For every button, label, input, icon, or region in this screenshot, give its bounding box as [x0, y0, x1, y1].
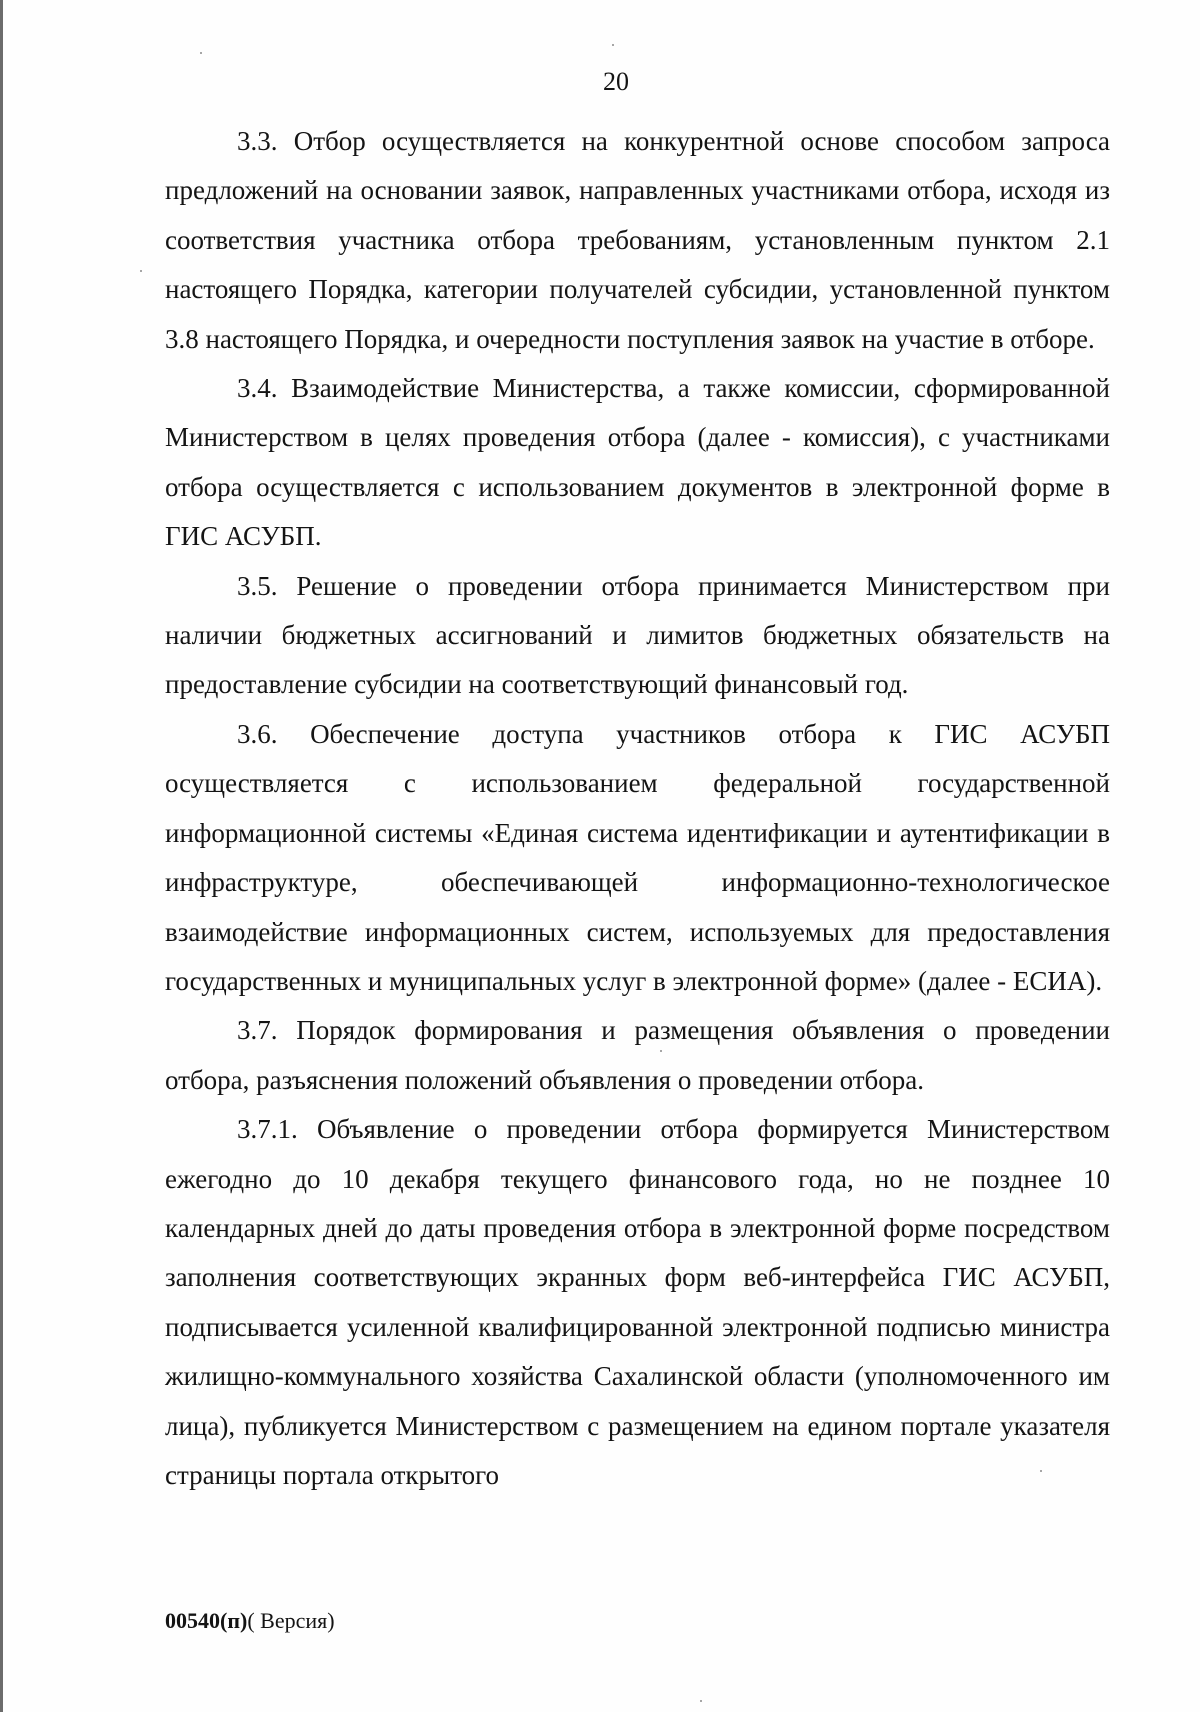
- scan-speck: [1040, 1470, 1042, 1472]
- scan-speck: [700, 1700, 702, 1702]
- paragraph-3-6: 3.6. Обеспечение доступа участников отбора к ГИС АСУБП осуществляется с использованием федеральной государственной информационной системы «Единая система идентификации и аутентификации в инфраструктуре, обеспечивающей информационно-технологическое взаимодействие информационных систем, используемых для предоставления государственных и муниципальных услуг в электронной форме» (далее - ЕСИА).: [165, 718, 1110, 996]
- paragraph-3-5: 3.5. Решение о проведении отбора принимается Министерством при наличии бюджетных ассигнований и лимитов бюджетных обязательств на предоставление субсидии на соответствующий финансовый год.: [165, 570, 1110, 700]
- document-body: [165, 117, 1110, 1500]
- page-number: 20: [603, 67, 629, 96]
- scan-speck: [660, 1050, 662, 1052]
- paragraph-3-7-1: 3.7.1. Объявление о проведении отбора формируется Министерством ежегодно до 10 декабря текущего финансового года, но не позднее 10 календарных дней до даты проведения отбора в электронной форме посредством заполнения соответствующих экранных форм веб-интерфейса ГИС АСУБП, подписывается усиленной квалифицированной электронной подписью министра жилищно-коммунального хозяйства Сахалинской области (уполномоченного им лица), публикуется Министерством с размещением на едином портале указателя страницы портала открытого: [165, 1114, 1110, 1490]
- scan-speck: [200, 52, 202, 54]
- paragraph-3-4: 3.4. Взаимодействие Министерства, а также комиссии, сформированной Министерством в целях проведения отбора (далее - комиссия), с участниками отбора осуществляется с использованием документов в электронной форме в ГИС АСУБП.: [165, 373, 1110, 552]
- scan-speck: [612, 44, 614, 46]
- paragraph-3-3: 3.3. Отбор осуществляется на конкурентной основе способом запроса предложений на основании заявок, направленных участниками отбора, исходя из соответствия участника отбора требованиям, установленным пунктом 2.1 настоящего Порядка, категории получателей субсидии, установленной пунктом 3.8 настоящего Порядка, и очередности поступления заявок на участие в отборе.: [165, 126, 1110, 354]
- scan-speck: [140, 270, 142, 272]
- scan-edge: [0, 0, 3, 1712]
- paragraph-3-7: 3.7. Порядок формирования и размещения объявления о проведении отбора, разъяснения положений объявления о проведении отбора.: [165, 1015, 1110, 1095]
- document-version: ( Версия): [247, 1608, 335, 1633]
- document-footer: [165, 1606, 335, 1636]
- document-code: 00540(п): [165, 1608, 248, 1633]
